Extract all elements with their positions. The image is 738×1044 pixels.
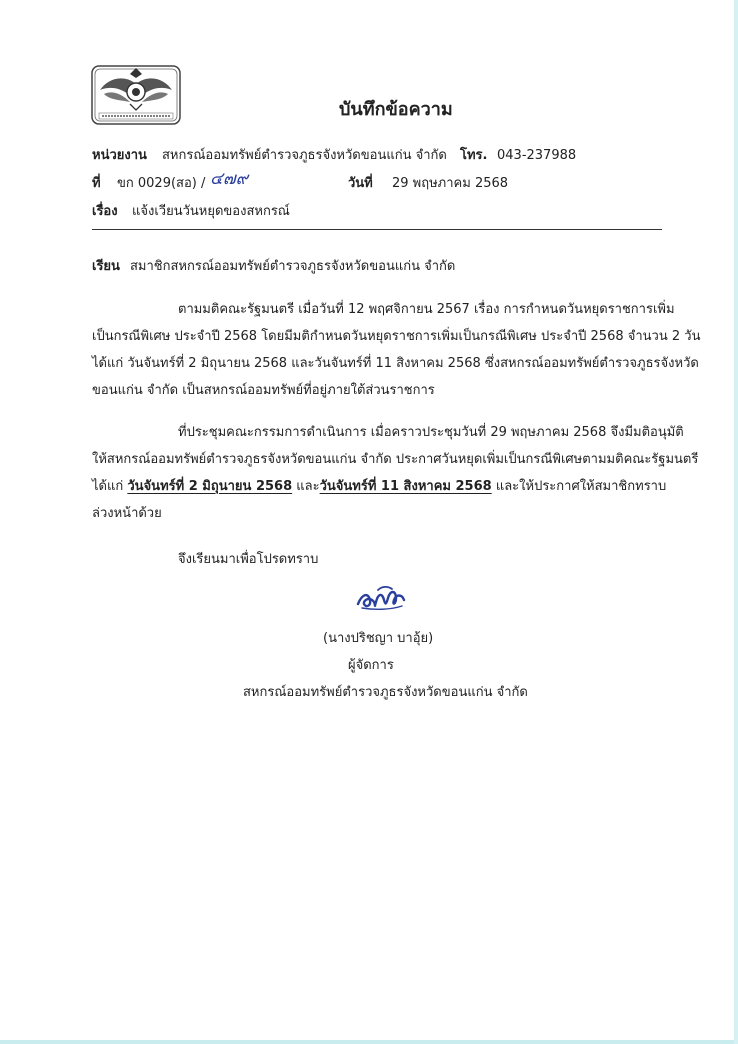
subject-value: แจ้งเวียนวันหยุดของสหกรณ์ — [132, 204, 290, 219]
line-3-and: และ — [292, 479, 320, 494]
signatory-position: ผู้จัดการ — [348, 658, 394, 673]
to-label: เรียน — [92, 259, 120, 274]
holiday-date-1: วันจันทร์ที่ 2 มิถุนายน 2568 — [127, 479, 293, 494]
paragraph-1-line-4: ขอนแก่น จำกัด เป็นสหกรณ์ออมทรัพย์ที่อยู่ภายใต้ส่วนราชการ — [92, 383, 435, 398]
org-label: หน่วยงาน — [92, 148, 147, 163]
paragraph-1-line-2: เป็นกรณีพิเศษ ประจำปี 2568 โดยมีมติกำหนดวันหยุดราชการเพิ่มเป็นกรณีพิเศษ ประจำปี 2568 จำนวน 2 วัน — [92, 329, 701, 344]
closing-text: จึงเรียนมาเพื่อโปรดทราบ — [178, 552, 319, 567]
holiday-date-2: วันจันทร์ที่ 11 สิงหาคม 2568 — [319, 479, 492, 494]
ref-value: ขก 0029(สอ) / — [117, 176, 206, 191]
paragraph-2-line-4: ล่วงหน้าด้วย — [92, 506, 162, 521]
subject-label: เรื่อง — [92, 204, 118, 219]
paragraph-2-line-1: ที่ประชุมคณะกรรมการดำเนินการ เมื่อคราวประชุมวันที่ 29 พฤษภาคม 2568 จึงมีมติอนุมัติ — [178, 425, 684, 440]
signatory-organization: สหกรณ์ออมทรัพย์ตำรวจภูธรจังหวัดขอนแก่น จำกัด — [243, 685, 528, 700]
signatory-name: (นางปริชญา บาอุ้ย) — [323, 631, 434, 646]
date-value: 29 พฤษภาคม 2568 — [392, 176, 509, 191]
org-value: สหกรณ์ออมทรัพย์ตำรวจภูธรจังหวัดขอนแก่น จำกัด — [162, 148, 447, 163]
header-divider — [92, 229, 662, 230]
handwritten-signature — [352, 580, 410, 614]
paragraph-2-line-2: ให้สหกรณ์ออมทรัพย์ตำรวจภูธรจังหวัดขอนแก่น จำกัด ประกาศวันหยุดเพิ่มเป็นกรณีพิเศษตามมติคณะรัฐมนตรี — [92, 452, 699, 467]
ref-label: ที่ — [92, 176, 101, 191]
document-title: บันทึกข้อความ — [339, 99, 453, 120]
tel-label: โทร. — [460, 148, 488, 163]
date-label: วันที่ — [348, 176, 373, 191]
tel-value: 043-237988 — [497, 148, 577, 163]
line-3-prefix: ได้แก่ — [92, 479, 128, 494]
paragraph-1-line-3: ได้แก่ วันจันทร์ที่ 2 มิถุนายน 2568 และวันจันทร์ที่ 11 สิงหาคม 2568 ซึ่งสหกรณ์ออมทรัพย์ตำรวจภูธรจังหวัด — [92, 356, 699, 371]
paragraph-2-line-3 — [92, 478, 666, 496]
scan-edge-bottom — [0, 1040, 738, 1044]
to-value: สมาชิกสหกรณ์ออมทรัพย์ตำรวจภูธรจังหวัดขอนแก่น จำกัด — [130, 259, 456, 274]
line-3-suffix: และให้ประกาศให้สมาชิกทราบ — [491, 479, 667, 494]
cooperative-emblem-logo — [90, 64, 182, 126]
ref-handwritten-number: ๔๗๙ — [210, 169, 249, 189]
paragraph-1-line-1: ตามมติคณะรัฐมนตรี เมื่อวันที่ 12 พฤศจิกายน 2567 เรื่อง การกำหนดวันหยุดราชการเพิ่ม — [178, 302, 675, 317]
scan-edge-right — [734, 0, 738, 1044]
